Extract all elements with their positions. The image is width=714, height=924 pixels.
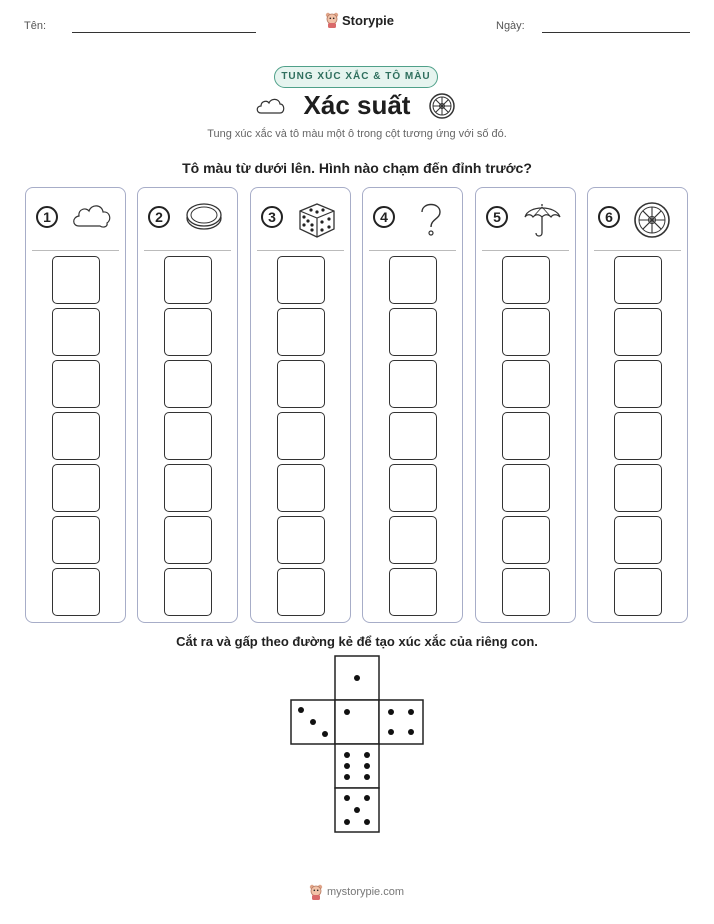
dice-face-6 (335, 744, 379, 788)
dice-face-1-center (335, 700, 379, 744)
column-number: 5 (486, 206, 508, 228)
column-number: 3 (261, 206, 283, 228)
footer (309, 884, 404, 900)
cut-instruction: Cắt ra và gấp theo đường kẻ để tạo xúc xắc của riêng con. (176, 634, 538, 649)
date-label: Ngày: (496, 20, 525, 32)
column-number: 6 (598, 206, 620, 228)
column-number: 4 (373, 206, 395, 228)
column-number: 1 (36, 206, 58, 228)
subtitle: Tung xúc xắc và tô màu một ô trong cột tương ứng với số đó. (207, 128, 507, 140)
page-title: Xác suất (303, 90, 411, 120)
dice-face-4 (379, 700, 423, 744)
name-label: Tên: (24, 20, 47, 32)
bear-icon (309, 884, 323, 900)
brand-name: Storypie (342, 12, 395, 28)
activity-badge: TUNG XÚC XẮC & TÔ MÀU (274, 66, 438, 88)
footer-url: mystorypie.com (327, 886, 405, 898)
instruction: Tô màu từ dưới lên. Hình nào chạm đến đỉnh trước? (182, 160, 532, 176)
column-number: 2 (148, 206, 170, 228)
